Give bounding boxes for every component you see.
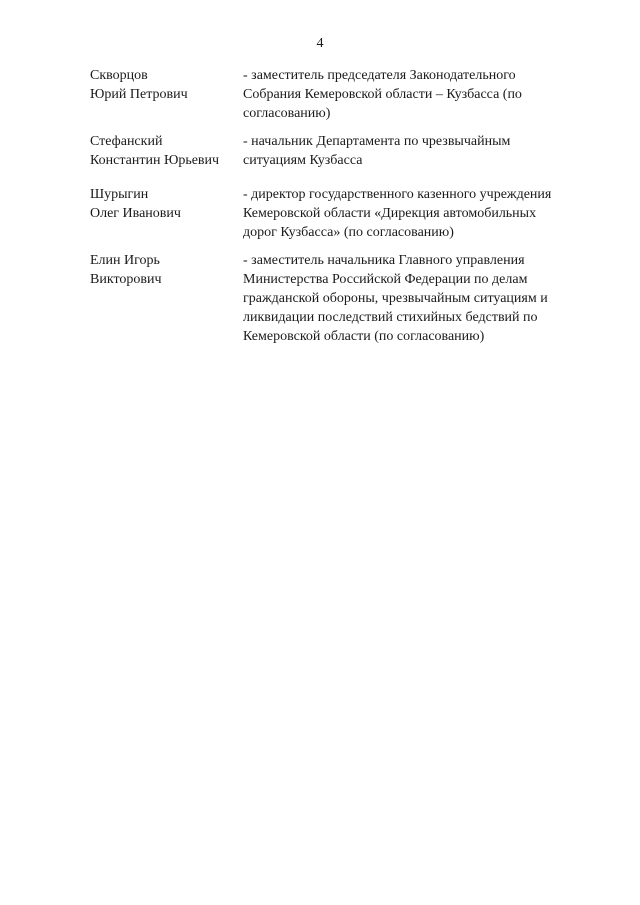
member-position — [243, 132, 613, 170]
member-name-line: Олег Иванович — [90, 206, 181, 221]
member-position-line: Кемеровской области «Дирекция автомобильных — [243, 206, 537, 221]
member-name-line: Константин Юрьевич — [90, 153, 220, 168]
member-name — [90, 251, 240, 289]
member-name-line: Юрий Петрович — [90, 87, 188, 102]
member-position-line: - заместитель председателя Законодательного — [243, 68, 516, 83]
member-position — [243, 185, 613, 242]
member-position-line: Собрания Кемеровской области – Кузбасса (по — [243, 87, 522, 102]
member-name-line: Скворцов — [90, 68, 148, 83]
member-name — [90, 185, 240, 223]
member-position-line: Кемеровской области (по согласованию) — [243, 329, 485, 344]
member-position-line: дорог Кузбасса» (по согласованию) — [243, 225, 454, 240]
member-position — [243, 251, 613, 346]
member-position-line: ликвидации последствий стихийных бедствий по — [243, 310, 538, 325]
member-position-line: гражданской обороны, чрезвычайным ситуациям и — [243, 291, 548, 306]
member-name-line: Викторович — [90, 272, 162, 287]
member-position-line: - заместитель начальника Главного управления — [243, 253, 525, 268]
member-name-line: Елин Игорь — [90, 253, 160, 268]
member-name-line: Шурыгин — [90, 187, 149, 202]
member-position-line: - начальник Департамента по чрезвычайным — [243, 134, 511, 149]
member-position — [243, 66, 613, 123]
member-position-line: - директор государственного казенного учреждения — [243, 187, 552, 202]
member-name-line: Стефанский — [90, 134, 163, 149]
page-number: 4 — [316, 36, 324, 51]
member-position-line: согласованию) — [243, 106, 331, 121]
member-position-line: Министерства Российской Федерации по делам — [243, 272, 528, 287]
member-name — [90, 132, 240, 170]
member-name — [90, 66, 240, 104]
member-position-line: ситуациям Кузбасса — [243, 153, 363, 168]
